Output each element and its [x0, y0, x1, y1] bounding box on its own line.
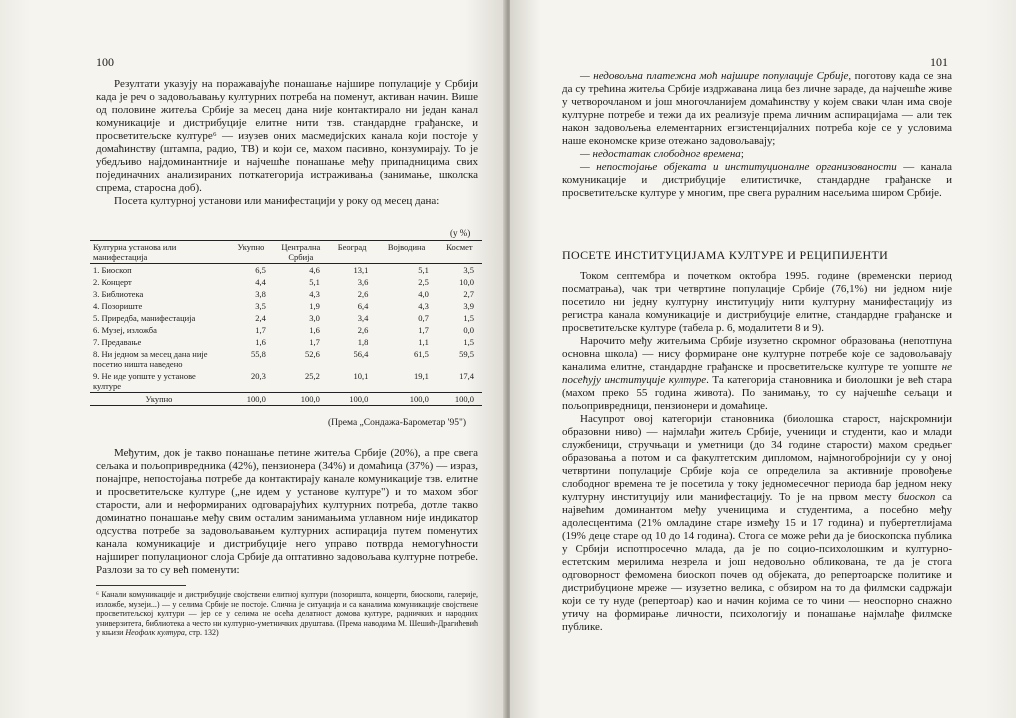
section-heading: ПОСЕТЕ ИНСТИТУЦИЈАМА КУЛТУРЕ И РЕЦИПИЈЕНТИ [562, 248, 889, 262]
cell: 4,6 [309, 265, 320, 275]
table-row [90, 300, 482, 312]
bullet-text: ; [740, 148, 744, 160]
cell: 17,4 [459, 371, 474, 381]
cell: 1,8 [357, 337, 369, 347]
right-body-text [562, 270, 952, 634]
cell: 20,3 [250, 371, 266, 381]
table-source: (Према „Сондажа-Барометар '95") [328, 418, 466, 428]
cell: 2,6 [357, 289, 369, 299]
table-row [90, 312, 482, 324]
bullet-item [562, 70, 952, 148]
cell: 10,0 [459, 277, 474, 287]
footnote-book-title: Неофолк култура [125, 628, 185, 637]
cell: 2,5 [418, 277, 429, 287]
cell: 25,2 [304, 371, 320, 381]
row-label: Укупно [90, 393, 228, 406]
text-run: Нарочито међу житељима Србије изузетно скромног образовања (непотпуна основна школа) — нису формиране оне културне потребе које се задовољавају каналима елитне, стандардне грађанске и просветитељске културе те уопште [562, 335, 952, 373]
cell: 3,5 [463, 265, 474, 275]
right-bullets [562, 70, 952, 200]
bullet-item [562, 161, 952, 200]
cell: 56,4 [353, 349, 369, 359]
cell: 5,1 [309, 277, 320, 287]
paragraph [562, 335, 952, 413]
cell: 6,4 [357, 301, 369, 311]
cell: 1,6 [309, 325, 320, 335]
table-row [90, 336, 482, 348]
table-row [90, 276, 482, 288]
cell: 3,9 [463, 301, 474, 311]
text-run: Насупрот овој категорији становника (биолошка старост, најскромнији образовни ниво) — најмлађи житељ Србије, ученици и студенти, као и млади службеници, стручњаци и уметници (до 34 године старости) махом средњег образовања а потом и са факултетским дипломом, најмногобројнији су у оној четвртини популације Србије која се определила за активније провођење слободног времена те је посетила у току једномесечног периода бар једном неку културну институцију или манифестацију. То је на првом месту [562, 413, 952, 503]
table-row [90, 324, 482, 336]
cell: 2,7 [463, 289, 474, 299]
page-number-left: 100 [96, 55, 114, 69]
footnote-rule [96, 585, 186, 586]
cell: 3,5 [255, 301, 266, 311]
bullet-emphasis: — недостатак слободног времена [580, 148, 741, 160]
cell: 5,1 [418, 265, 429, 275]
paragraph: Током септембра и почетком октобра 1995. године (временски период посматрања), чак три четвртине популације Србије (76,1%) ни једном није посетило ни једну културну институцију нити културну манифестацију из регистра канала комуникације и дистрибуције елитне, стандардне грађанске и просветитељске културе (табела р. 6, модалитети 8 и 9). [562, 270, 952, 334]
paragraph: Међутим, док је такво понашање петине житеља Србије (20%), а пре свега сељака и пољопривредника (42%), пензионера (34%) и домаћица (37%) — израз, понајпре, непостојања потребе да контактирају канале комуникације тзв. елитне и просветитељске културе („не идем у установе културе") и то махом због старости, али и неформираних одговарајућих културних потреба, дотле такво доминатно понашање међу свим осталим занимањима углавном није индикатор одсуства потребе за задовољавањем културних аспирација путем поменутих канала комуникације и дистрибуције него управо потврда немогућности најширег популационог слоја Србије да оптативно задовољава културне потребе. Разлози за то су већ поменути: [96, 447, 478, 576]
cell: 3,4 [357, 313, 369, 323]
cell: 61,5 [414, 349, 429, 359]
column-header: Укупно [228, 241, 274, 264]
bullet-emphasis: — недовољна платежна моћ најшире популације Србије [580, 70, 849, 82]
cell: 3,6 [357, 277, 369, 287]
cell: 1,5 [463, 313, 474, 323]
row-label: 8. Ни једном за месец дана није посетио ништа наведено [93, 349, 208, 369]
table-unit: (у %) [450, 228, 471, 238]
table-row [90, 370, 482, 393]
row-label: 4. Позориште [93, 301, 143, 311]
emphasis: не посећују институције културе [562, 361, 952, 386]
paragraph [562, 413, 952, 634]
row-label: 5. Приредба, манифестација [93, 313, 196, 323]
cell: 2,4 [255, 313, 266, 323]
cell: 3,0 [309, 313, 320, 323]
cell: 1,5 [463, 337, 474, 347]
cell: 1,7 [309, 337, 320, 347]
cell: 6,5 [255, 265, 266, 275]
bullet-text: , поготову када се зна да су трећина житеља Србије издржавана лица без личне зараде, да најчешће живе у четворочланом и још многочланијем домаћинству у којем сваки члан има своје културне потребе и тежи да их реализује према личним аспирацијама — али тек након задовољења елементарних егзистенцијалних потреба које се у условима наше економске кризе отежано задовољавају; [562, 70, 952, 147]
cell: 4,3 [418, 301, 429, 311]
left-page [0, 0, 506, 718]
cell: 52,6 [304, 349, 320, 359]
left-intro-text [96, 78, 478, 208]
cell: 4,0 [418, 289, 429, 299]
footnote-end: , стр. 132) [184, 628, 219, 637]
cell: 4,4 [255, 277, 266, 287]
row-label: 3. Библиотека [93, 289, 144, 299]
cell: 19,1 [414, 371, 429, 381]
cell: 100,0 [328, 393, 376, 406]
table-row [90, 264, 482, 277]
cell: 2,6 [357, 325, 369, 335]
cell: 100,0 [437, 393, 482, 406]
column-header: Централна Србија [274, 241, 328, 264]
cell: 59,5 [459, 349, 474, 359]
cell: 1,9 [309, 301, 320, 311]
right-page [510, 0, 1016, 718]
bullet-text: — канала комуникације и дистрибуције елитистичке, стандардне грађанске и просветитељске културе у многим, пре свега руралним насељима широм Србије. [562, 161, 952, 199]
cell: 100,0 [376, 393, 437, 406]
footnote-marker: ⁶ [96, 590, 99, 599]
footnote [96, 590, 478, 638]
cell: 3,8 [255, 289, 266, 299]
column-header: Војводина [376, 241, 437, 264]
paragraph: Посета културној установи или манифестацији у року од месец дана: [114, 195, 440, 207]
row-label: 2. Концерт [93, 277, 132, 287]
cell: 100,0 [274, 393, 328, 406]
column-header: Културна установа или манифестација [90, 241, 228, 264]
page-number-right: 101 [930, 55, 948, 69]
table-row [90, 288, 482, 300]
text-run: са највећим доминантом међу ученицима и студентима, а посебно међу адолесцентима (21% омладине старе између 15 и 17 година) и пубертетлијама (19% деце старе од 10 до 14 година). Стога се може рећи да је биоскопска публика у Србији испотпросечно млада, да је по социо-психолошким и културно-естетским мерилима незрела и још недовољно обликована, те да је стога одговорност фемомена биоскоп почев од објеката, до репертоарске политике и дистрибуционе мреже — изузетно велика, с обзиром на то да филмски садржаји који се ту нуде (репертоар) као и начин којима се то чини — неоспорно снажно утичу на формирање личности, психологију и понашање најмлађе филмске публике. [562, 491, 952, 633]
emphasis: биоскоп [898, 491, 936, 503]
bullet-emphasis: — непостојање објеката и институционалне организованости [580, 161, 897, 173]
text-run: . Та категорија становника и биолошки је већ стара (махом преко 55 година живота). По занимању, то су најчешће сељаци и пољопривредници, пензионери и домаћице. [562, 374, 952, 412]
cell: 55,8 [250, 349, 266, 359]
row-label: 9. Не иде уопште у установе културе [93, 371, 196, 391]
row-label: 1. Биоскоп [93, 265, 132, 275]
left-body-text [96, 447, 478, 577]
bullet-item [562, 148, 952, 161]
visits-table [90, 240, 482, 406]
column-header: Космет [437, 241, 482, 264]
cell: 10,1 [353, 371, 369, 381]
row-label: 7. Предавање [93, 337, 142, 347]
cell: 1,7 [418, 325, 429, 335]
cell: 0,7 [418, 313, 429, 323]
row-label: 6. Музеј, изложба [93, 325, 157, 335]
table-row [90, 348, 482, 370]
cell: 13,1 [353, 265, 369, 275]
footnote-body: Канали комуникације и дистрибуције својствени елитној култури (позоришта, концерти, биоскопи, галерије, изложбе, музеји...) — у селима Србије не постоје. Слична је ситуација и са каналима комуникације својствене просветитељској култури — јер се у селима не осећа делатност домова културе, радничких и народних универзитета, библиотека а често ни културно-уметничких друштава. (Према наводима М. Шешић-Драгићевић у књизи [96, 590, 478, 637]
cell: 0,0 [463, 325, 474, 335]
cell: 1,1 [418, 337, 429, 347]
cell: 4,3 [309, 289, 320, 299]
column-header: Београд [328, 241, 376, 264]
cell: 1,7 [255, 325, 266, 335]
table-total-row [90, 393, 482, 406]
cell: 1,6 [255, 337, 266, 347]
paragraph: Резултати указују на поражавајуће понашање најшире популације у Србији када је реч о задовољавању културних потреба на поменут, активан начин. Више од половине житеља Србије за месец дана није контактирало ни један канал комуникације и дистрибуције елитне нити тзв. стандардне грађанске, и просветитељске културе⁶ — изузев оних масмедијских канала који постоје у домаћинству (штампа, радио, ТВ) и који се, махом пасивно, конзумирају. То је убедљиво најдоминантније и најчешће понашање међу припадницима свих појединачних анализираних поткатегорија истраживања (занимање, школска спрема, старосна доб). [96, 78, 478, 194]
cell: 100,0 [228, 393, 274, 406]
